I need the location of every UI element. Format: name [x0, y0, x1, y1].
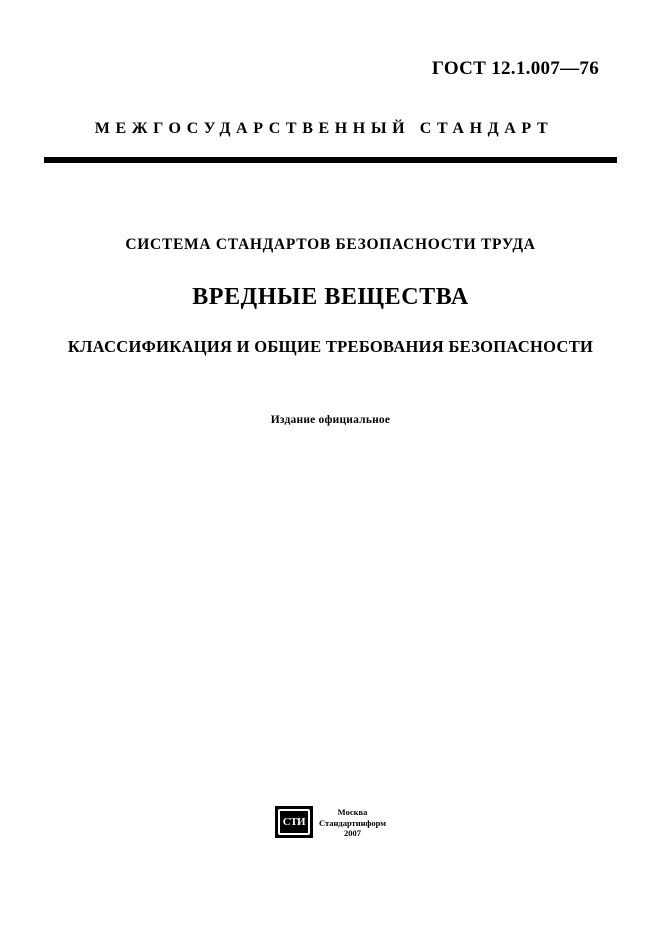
- edition-note: Издание официальное: [270, 414, 391, 426]
- publisher-name: Стандартинформ: [318, 817, 387, 828]
- standard-number: ГОСТ 12.1.007—76: [431, 58, 599, 79]
- logo-glyph: СТИ: [282, 816, 306, 828]
- heading-divider: [44, 157, 617, 163]
- title-system: СИСТЕМА СТАНДАРТОВ БЕЗОПАСНОСТИ ТРУДА: [125, 236, 536, 253]
- standartinform-logo-icon: [275, 806, 313, 838]
- title-block: [44, 236, 617, 357]
- title-subtitle: КЛАССИФИКАЦИЯ И ОБЩИЕ ТРЕБОВАНИЯ БЕЗОПАСНОСТИ: [67, 337, 594, 357]
- page-title: ВРЕДНЫЕ ВЕЩЕСТВА: [192, 283, 469, 310]
- publisher-inner: [275, 806, 386, 839]
- publisher-text: [319, 806, 386, 839]
- category-heading: МЕЖГОСУДАРСТВЕННЫЙ СТАНДАРТ: [94, 120, 554, 137]
- publisher-city: Москва: [337, 807, 368, 817]
- publisher-block: [0, 806, 661, 839]
- publisher-year: 2007: [343, 828, 361, 839]
